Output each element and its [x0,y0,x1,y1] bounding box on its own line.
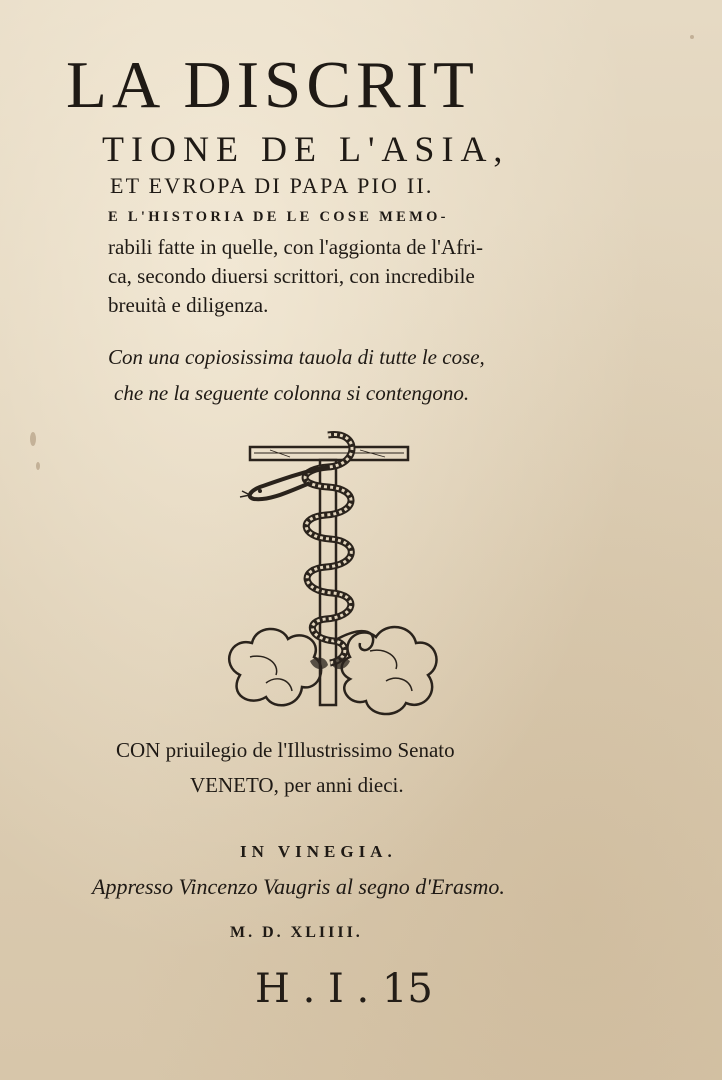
ink-stain [36,462,40,470]
imprint-year: M. D. XLIIII. [230,924,363,941]
index-note-line: che ne la seguente colonna si contengono. [114,381,470,405]
index-note-line: Con una copiosissima tauola di tutte le cose, [108,345,485,369]
subtitle-line: ca, secondo diuersi scrittori, con incredibile [108,263,475,288]
handwritten-shelfmark: H . I . 15 [255,966,433,1012]
subtitle-line: rabili fatte in quelle, con l'aggionta de l'Afri- [108,234,483,259]
imprint-printer: Appresso Vincenzo Vaugris al segno d'Erasmo. [92,874,505,899]
title-line-1: LA DISCRIT [66,48,479,122]
title-line-2: TIONE DE L'ASIA, [102,129,510,169]
subtitle-line: breuità e diligenza. [108,292,269,317]
privilege-line: CON priuilegio de l'Illustrissimo Senato [116,738,455,762]
ink-stain [30,432,36,446]
privilege-block [116,740,576,796]
serpent-on-tau-cross-with-clouds-woodcut-icon [210,425,450,735]
index-note [108,347,578,404]
subtitle-line: E L'HISTORIA DE LE COSE MEMO- [108,209,449,225]
ink-stain [690,35,694,39]
title-line-3: ET EVROPA DI PAPA PIO II. [110,173,434,198]
privilege-line: VENETO, per anni dieci. [190,773,404,797]
subtitle-block [108,210,588,316]
imprint-city: IN VINEGIA. [240,842,397,861]
